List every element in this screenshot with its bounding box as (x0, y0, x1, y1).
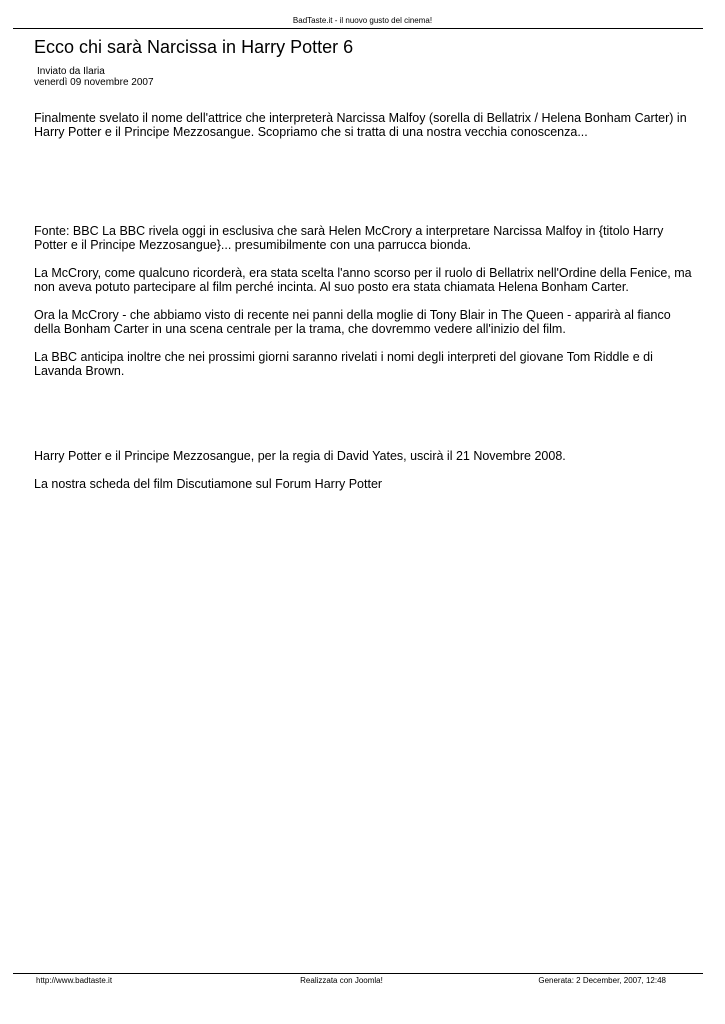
body-paragraph: La BBC anticipa inoltre che nei prossimi giorni saranno rivelati i nomi degli interpreti del giovane Tom Riddle e di Lavanda Brown. (34, 350, 653, 378)
footer-divider (13, 973, 703, 974)
source-paragraph: Fonte: BBC La BBC rivela oggi in esclusiva che sarà Helen McCrory a interpretare Narcissa Malfoy in {titolo Harry Potter e il Principe Mezzosangue}... presumibilmente con una parrucca bionda. (34, 224, 664, 252)
intro-paragraph: Finalmente svelato il nome dell'attrice che interpreterà Narcissa Malfoy (sorella di Bellatrix / Helena Bonham Carter) in Harry Potter e il Principe Mezzosangue. Scopriamo che si tratta di una nostra vecchia conoscenza... (34, 111, 687, 139)
article-title: Ecco chi sarà Narcissa in Harry Potter 6 (34, 37, 354, 57)
author-line: Inviato da Ilaria (37, 66, 105, 77)
header-divider (13, 28, 703, 29)
footer-made-with: Realizzata con Joomla! (300, 976, 383, 985)
body-paragraph: Ora la McCrory - che abbiamo visto di recente nei panni della moglie di Tony Blair in The Queen - apparirà al fianco della Bonham Carter in una scena centrale per la trama, che dovremmo vedere all'inizio del film. (34, 308, 671, 336)
body-paragraph: La McCrory, come qualcuno ricorderà, era stata scelta l'anno scorso per il ruolo di Bellatrix nell'Ordine della Fenice, ma non aveva potuto partecipare al film perché incinta. Al suo posto era stata chiamata Helena Bonham Carter. (34, 266, 692, 294)
release-paragraph: Harry Potter e il Principe Mezzosangue, per la regia di David Yates, uscirà il 21 Novembre 2008. (34, 449, 566, 463)
article-meta (34, 66, 154, 88)
links-paragraph: La nostra scheda del film Discutiamone sul Forum Harry Potter (34, 477, 383, 491)
footer-site-url: http://www.badtaste.it (36, 976, 113, 985)
publish-date: venerdì 09 novembre 2007 (34, 77, 154, 88)
site-tagline: BadTaste.it - il nuovo gusto del cinema! (292, 16, 433, 25)
footer-generated-date: Generata: 2 December, 2007, 12:48 (538, 976, 666, 985)
